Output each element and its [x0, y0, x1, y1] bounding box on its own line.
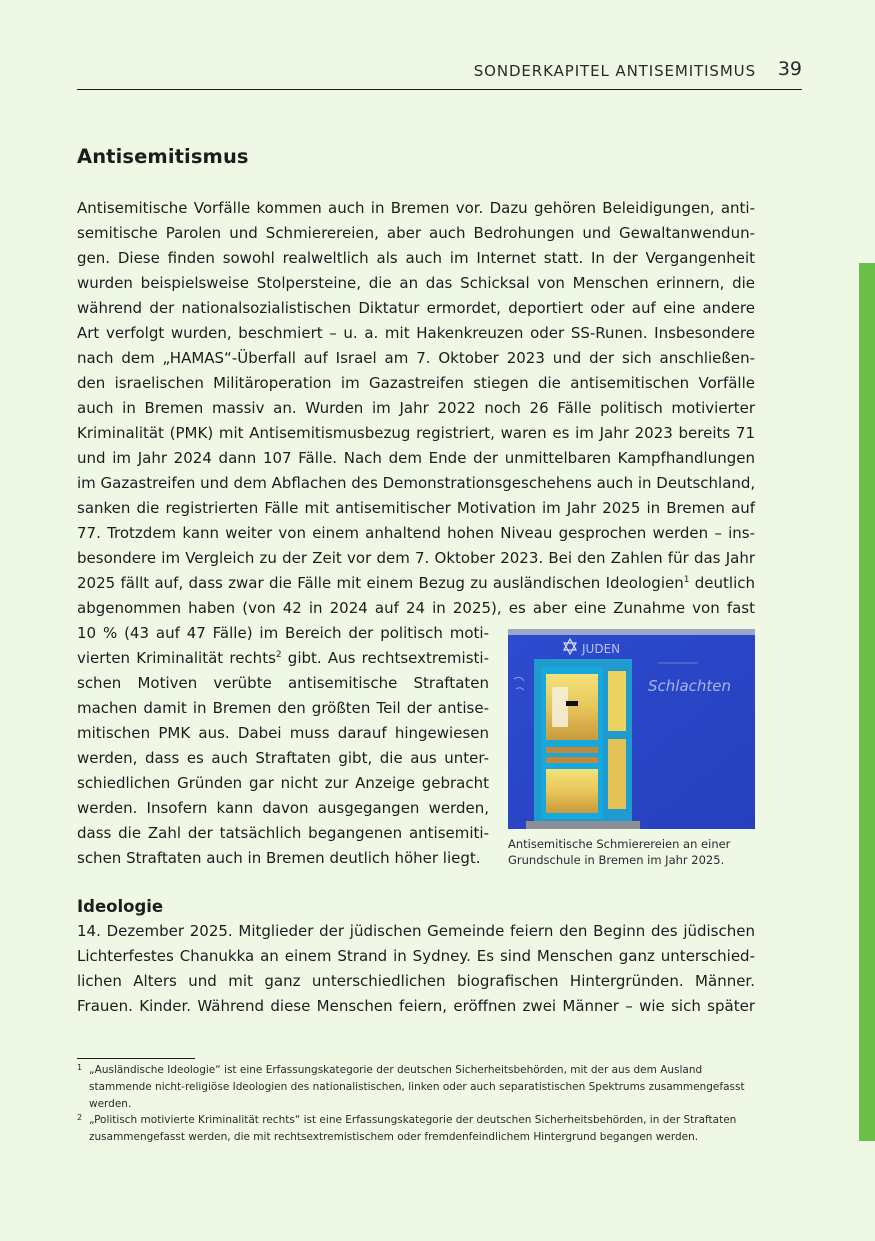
- paragraph-line: 10 % (43 auf 47 Fälle) im Bereich der politisch moti-: [77, 624, 489, 642]
- schoolwall-photo: [508, 629, 755, 829]
- paragraph-line: Art verfolgt wurden, beschmiert – u. a. mit Hakenkreuzen oder SS-Runen. Insbesondere: [77, 324, 755, 342]
- paragraph-line: auch in Bremen massiv an. Wurden im Jahr 2022 noch 26 Fälle politisch motivierter: [77, 399, 755, 417]
- caption-line: Antisemitische Schmierereien an einer: [508, 837, 731, 851]
- paragraph-line: [77, 646, 489, 671]
- paragraph-line: im Gazastreifen und dem Abflachen des Demonstrationsgeschehens auch in Deutschland,: [77, 474, 756, 492]
- paragraph-line: lichen Alters und mit ganz unterschiedlichen biografischen Hintergründen. Männer.: [77, 972, 755, 990]
- chapter-color-bar: [859, 263, 875, 1141]
- paragraph-line: Antisemitische Vorfälle kommen auch in Bremen vor. Dazu gehören Beleidigungen, anti-: [77, 199, 755, 217]
- paragraph-line: während der nationalsozialistischen Diktatur ermordet, deportiert oder auf eine andere: [77, 299, 755, 317]
- paragraph-line: Lichterfestes Chanukka an einem Strand in Sydney. Es sind Menschen ganz unterschied-: [77, 947, 755, 965]
- footnote-divider: [77, 1058, 195, 1059]
- paragraph-line: Kriminalität (PMK) mit Antisemitismusbezug registriert, waren es im Jahr 2023 bereits 71: [77, 424, 755, 442]
- paragraph-line: sanken die registrierten Fälle mit antisemitischer Motivation im Jahr 2025 in Bremen auf: [77, 499, 755, 517]
- footnote-1: [77, 1062, 767, 1113]
- paragraph-line: schen Motiven verübte antisemitische Straftaten: [77, 674, 489, 692]
- footnote-text: „Politisch motivierte Kriminalität rechts“ ist eine Erfassungskategorie der deutschen Sicherheitsbehörden, in der Straftaten zusammengefasst werden, die mit rechtsextremistischem oder fremdenfeindlichem Hintergrund begangen werden.: [89, 1114, 737, 1143]
- paragraph-line: schiedlichen Gründen gar nicht zur Anzeige gebracht: [77, 774, 489, 792]
- paragraph-line: den israelischen Militäroperation im Gazastreifen stiegen die antisemitischen Vorfälle: [77, 374, 755, 392]
- footnote-ref-2[interactable]: 2: [275, 650, 282, 660]
- paragraph-line: Frauen. Kinder. Während diese Menschen feiern, eröffnen zwei Männer – wie sich später: [77, 997, 755, 1015]
- page-number: 39: [777, 58, 802, 80]
- graffiti-word-1: JUDEN: [582, 642, 621, 656]
- paragraph-line: [77, 571, 755, 596]
- photo-illustration: [508, 629, 755, 829]
- door-window-lower: [546, 769, 598, 813]
- line-text: gibt. Aus rechtsextremisti-: [281, 649, 489, 667]
- paragraph-line: dass die Zahl der tatsächlich begangenen antisemiti-: [77, 824, 489, 842]
- paragraph-line: semitische Parolen und Schmierereien, aber auch Bedrohungen und Gewaltanwendun-: [77, 224, 755, 242]
- figure-caption: [508, 836, 768, 868]
- paragraph-line: werden. Insofern kann davon ausgegangen werden,: [77, 799, 489, 817]
- footnote-mark: 1: [77, 1063, 83, 1072]
- line-text: deutlich: [689, 574, 755, 592]
- running-title: SONDERKAPITEL ANTISEMITISMUS: [473, 62, 756, 80]
- subsection-title: Ideologie: [77, 897, 164, 916]
- paragraph-line: werden, dass es auch Straftaten gibt, die aus unter-: [77, 749, 489, 767]
- paragraph-line: wurden beispielsweise Stolpersteine, die an das Schicksal von Menschen erinnern, die: [77, 274, 755, 292]
- paragraph-line: und im Jahr 2024 dann 107 Fälle. Nach dem Ende der unmittelbaren Kampfhandlungen: [77, 449, 755, 467]
- graffiti-word-2: Schlachten: [648, 677, 732, 695]
- section-title: Antisemitismus: [77, 145, 249, 168]
- paragraph-line: nach dem „HAMAS“-Überfall auf Israel am 7. Oktober 2023 und der sich anschließen-: [77, 349, 755, 367]
- paragraph-line: machen damit in Bremen den größten Teil der antise-: [77, 699, 489, 717]
- footnote-mark: 2: [77, 1113, 83, 1122]
- paragraph-line: 14. Dezember 2025. Mitglieder der jüdischen Gemeinde feiern den Beginn des jüdischen: [77, 922, 755, 940]
- line-text: vierten Kriminalität rechts: [77, 649, 276, 667]
- page-header: [77, 56, 802, 90]
- footnote-2: [77, 1112, 767, 1146]
- paragraph-line: besondere im Vergleich zu der Zeit vor dem 7. Oktober 2023. Bei den Zahlen für das Jahr: [77, 549, 755, 567]
- paragraph-line: abgenommen haben (von 42 in 2024 auf 24 in 2025), es aber eine Zunahme von fast: [77, 599, 755, 617]
- line-text: 2025 fällt auf, dass zwar die Fälle mit einem Bezug zu ausländischen Ideologien: [77, 574, 684, 592]
- paragraph-line: gen. Diese finden sowohl realweltlich als auch im Internet statt. In der Vergangenheit: [77, 249, 755, 267]
- paragraph-line: 77. Trotzdem kann weiter von einem anhaltend hohen Niveau gesprochen werden – ins-: [77, 524, 755, 542]
- paragraph-line: mitischen PMK aus. Dabei muss darauf hingewiesen: [77, 724, 489, 742]
- footnote-text: „Ausländische Ideologie“ ist eine Erfassungskategorie der deutschen Sicherheitsbehörden, mit der aus dem Ausland stammende nicht-religiöse Ideologien des nationalistischen, linken oder auch separatistischen Spektrums zusammengefasst werden.: [89, 1064, 745, 1110]
- caption-line: Grundschule in Bremen im Jahr 2025.: [508, 853, 725, 867]
- footnote-ref-1[interactable]: 1: [683, 575, 690, 585]
- paragraph-line: schen Straftaten auch in Bremen deutlich höher liegt.: [77, 849, 481, 867]
